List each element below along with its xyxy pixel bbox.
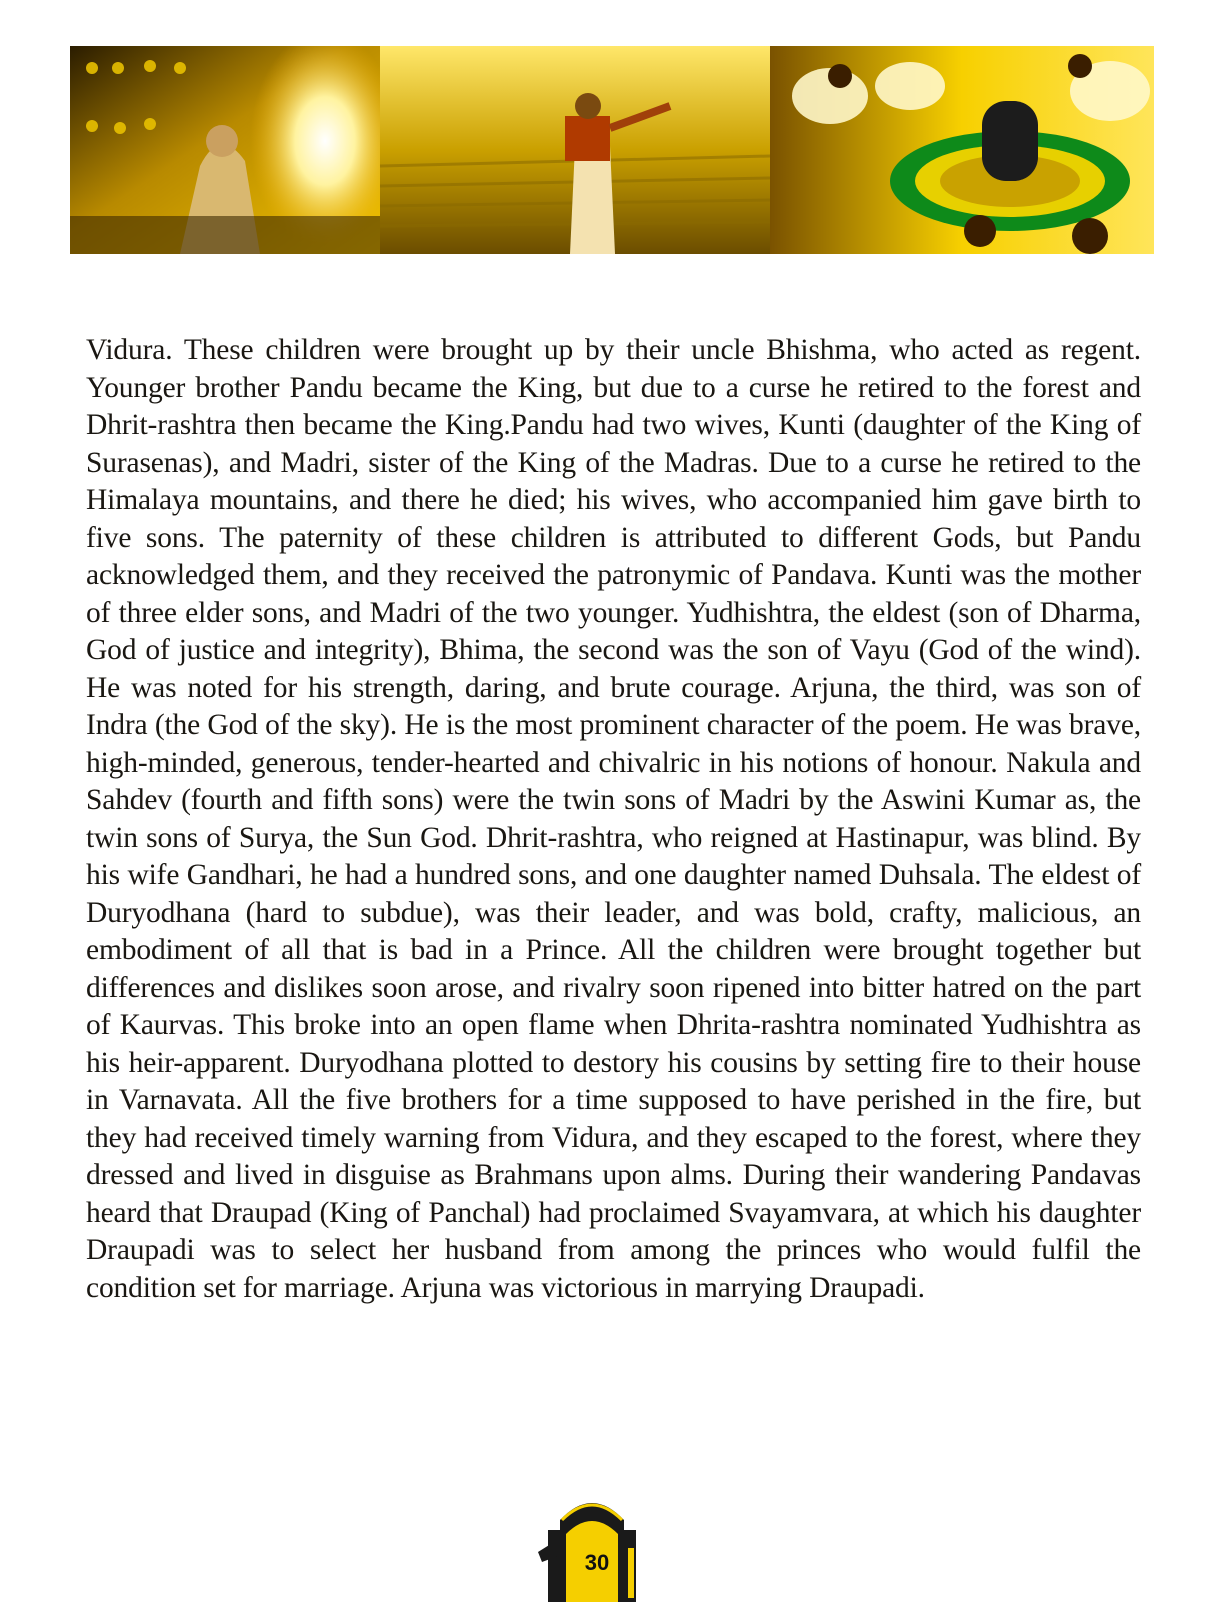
header-photo-banner [70, 46, 1154, 254]
page-footer [532, 1490, 652, 1602]
temple-ritual-photo [70, 46, 400, 254]
body-paragraph: Vidura. These children were brought up by their uncle Bhishma, who acted as regent. Younger brother Pandu became the King, but due to a curse he retired to the forest and Dhrit-rashtra then became the King.Pandu had two wives, Kunti (daughter of the King of Surasenas), and Madri, sister of the King of the Madras. Due to a curse he retired to the Himalaya mountains, and there he died; his wives, who accompanied him gave birth to five sons. The paternity of these children is attributed to different Gods, but Pandu acknowledged them, and they received the patronymic of Pandava. Kunti was the mother of three elder sons, and Madri of the two younger. Yudhishtra, the eldest (son of Dharma, God of justice and integrity), Bhima, the second was the son of Vayu (God of the wind). He was noted for his strength, daring, and brute courage. Arjuna, the third, was son of Indra (the God of the sky). He is the most prominent character of the poem. He was brave, high-minded, generous, tender-hearted and chivalric in his notions of honour. Nakula and Sahdev (fourth and fifth sons) were the twin sons of Madri by the Aswini Kumar as, the twin sons of Surya, the Sun God. Dhrit-rashtra, who reigned at Hastinapur, was blind. By his wife Gandhari, he had a hundred sons, and one daughter named Duhsala. The eldest of Duryodhana (hard to subdue), was their leader, and was bold, crafty, malicious, an embodiment of all that is bad in a Prince. All the children were brought together but differences and dislikes soon arose, and rivalry soon ripened into bitter hatred on the part of Kaurvas. This broke into an open flame when Dhrita-rashtra nominated Yudhishtra as his heir-apparent. Duryodhana plotted to destory his cousins by setting fire to their house in Varnavata. All the five brothers for a time supposed to have perished in the fire, but they had received timely warning from Vidura, and they escaped to the forest, where they dressed and lived in disguise as Brahmans upon alms. During their wandering Pandavas heard that Draupad (King of Panchal) had proclaimed Svayamvara, at which his daughter Draupadi was to select her husband from among the princes who would fulfil the condition set for marriage. Arjuna was victorious in marrying Draupadi. [86, 334, 1141, 1304]
banner-collage [70, 46, 1154, 254]
temple-doorway-icon [532, 1490, 652, 1602]
shivling-worship-photo [770, 46, 1154, 254]
page-number: 30 [584, 1550, 610, 1575]
ghat-aarti-photo [380, 46, 770, 254]
